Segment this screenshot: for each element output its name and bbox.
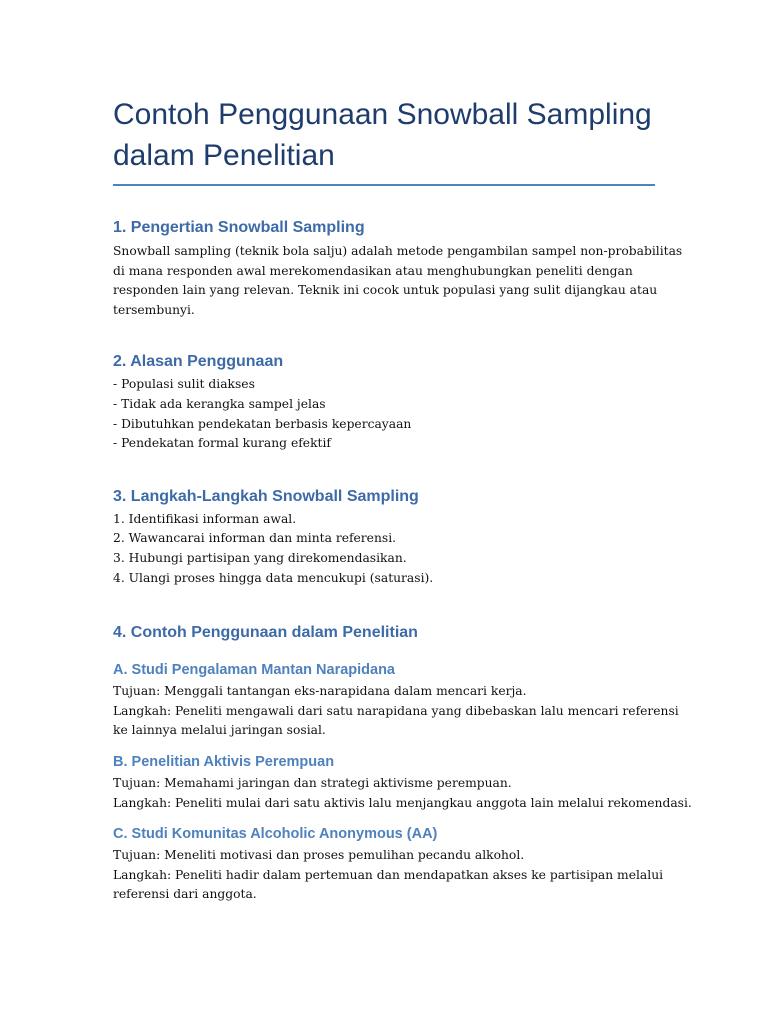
section-heading-steps: 3. Langkah-Langkah Snowball Sampling bbox=[113, 487, 419, 505]
example-b-paragraph bbox=[113, 774, 692, 813]
example-c-paragraph bbox=[113, 846, 664, 905]
document-title bbox=[113, 94, 655, 186]
list-item: 2. Wawancarai informan dan minta referensi. bbox=[113, 531, 397, 546]
text-line: ke lainnya melalui jaringan sosial. bbox=[113, 723, 326, 738]
text-line: referensi dari anggota. bbox=[113, 887, 257, 902]
reasons-list bbox=[113, 375, 655, 453]
text-line: tersembunyi. bbox=[113, 302, 195, 317]
list-item: - Tidak ada kerangka sampel jelas bbox=[113, 396, 326, 411]
steps-list bbox=[113, 510, 655, 588]
list-item: - Populasi sulit diakses bbox=[113, 377, 255, 392]
list-item: - Dibutuhkan pendekatan berbasis kepercayaan bbox=[113, 416, 412, 431]
text-line: Snowball sampling (teknik bola salju) adalah metode pengambilan sampel non-probabilitas bbox=[113, 244, 683, 258]
list-item: 1. Identifikasi informan awal. bbox=[113, 511, 297, 526]
list-item: 4. Ulangi proses hingga data mencukupi (saturasi). bbox=[113, 570, 434, 585]
subheading-example-c: C. Studi Komunitas Alcoholic Anonymous (AA) bbox=[113, 826, 438, 843]
text-line: Langkah: Peneliti mulai dari satu aktivis lalu menjangkau anggota lain melalui rekomendasi. bbox=[113, 795, 692, 810]
title-line: dalam Penelitian bbox=[113, 139, 335, 172]
text-line: Tujuan: Menggali tantangan eks-narapidana dalam mencari kerja. bbox=[113, 684, 527, 699]
text-line: responden lain yang relevan. Teknik ini cocok untuk populasi yang sulit dijangkau atau bbox=[113, 283, 658, 298]
title-line: Contoh Penggunaan Snowball Sampling bbox=[113, 98, 652, 131]
list-item: 3. Hubungi partisipan yang direkomendasikan. bbox=[113, 550, 407, 565]
list-item: - Pendekatan formal kurang efektif bbox=[113, 436, 331, 451]
section-heading-examples: 4. Contoh Penggunaan dalam Penelitian bbox=[113, 624, 418, 642]
text-line: Langkah: Peneliti hadir dalam pertemuan dan mendapatkan akses ke partisipan melalui bbox=[113, 867, 664, 882]
text-line: di mana responden awal merekomendasikan atau menghubungkan peneliti dengan bbox=[113, 263, 633, 278]
subheading-example-a: A. Studi Pengalaman Mantan Narapidana bbox=[113, 662, 395, 679]
example-a-paragraph bbox=[113, 682, 679, 741]
text-line: Langkah: Peneliti mengawali dari satu narapidana yang dibebaskan lalu mencari referensi bbox=[113, 703, 679, 718]
section-paragraph-definition bbox=[113, 242, 683, 320]
section-heading-definition: 1. Pengertian Snowball Sampling bbox=[113, 219, 365, 236]
text-line: Tujuan: Memahami jaringan dan strategi aktivisme perempuan. bbox=[113, 775, 512, 790]
text-line: Tujuan: Meneliti motivasi dan proses pemulihan pecandu alkohol. bbox=[113, 848, 525, 863]
subheading-example-b: B. Penelitian Aktivis Perempuan bbox=[113, 753, 335, 770]
section-heading-reasons: 2. Alasan Penggunaan bbox=[113, 353, 284, 371]
